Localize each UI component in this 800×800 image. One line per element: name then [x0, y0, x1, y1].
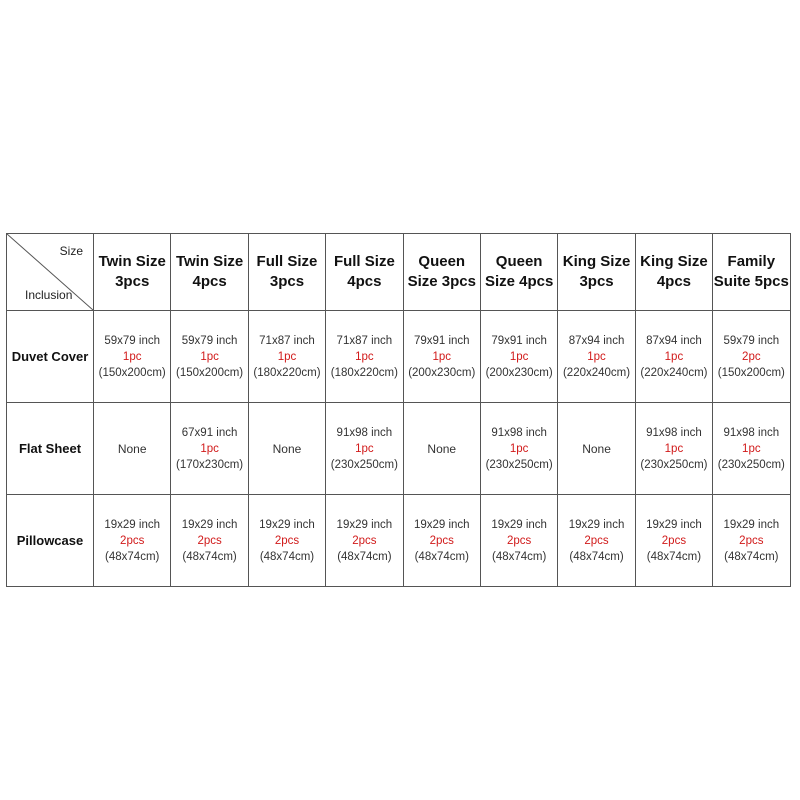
column-header-label — [404, 252, 480, 292]
cell-quantity-value: 1pc — [277, 350, 297, 363]
cell-size-value: 19x29 inch — [723, 518, 780, 531]
table-cell — [480, 495, 557, 587]
column-header-label — [171, 252, 247, 292]
cell-size-value: 59x79 inch — [181, 334, 238, 347]
cell-quantity-value: 2pcs — [197, 534, 222, 547]
cell-metric-value: (48x74cm) — [491, 550, 547, 563]
cell-quantity-value: 2pcs — [739, 534, 764, 547]
table-cell — [635, 495, 712, 587]
cell-metric-value: (48x74cm) — [337, 550, 392, 563]
cell-quantity-value: 2pcs — [507, 534, 532, 547]
cell-metric-value: (150x200cm) — [176, 366, 244, 379]
table-cell — [403, 495, 480, 587]
table-cell — [94, 403, 171, 495]
column-header-line: 4pcs — [192, 273, 227, 290]
cell-size-value: 19x29 inch — [259, 518, 315, 531]
column-header-line: 3pcs — [269, 273, 305, 290]
cell-size-value: 91x98 inch — [723, 426, 780, 439]
cell-metric-value: (48x74cm) — [724, 550, 779, 563]
table-cell — [171, 311, 248, 403]
column-header-line: Size 4pcs — [484, 273, 554, 290]
cell-quantity-value: 1pc — [355, 350, 374, 363]
cell-none-value: None — [117, 441, 147, 456]
cell-quantity-value: 1pc — [664, 442, 684, 455]
cell-quantity-value: 2pcs — [120, 534, 145, 547]
cell-metric-value: (170x230cm) — [176, 458, 244, 471]
table-cell — [403, 311, 480, 403]
column-header — [713, 234, 790, 311]
cell-quantity-value: 1pc — [587, 350, 606, 363]
column-header-line: Full Size — [333, 253, 395, 270]
column-header-label — [481, 252, 557, 292]
column-header-line: 4pcs — [347, 273, 382, 290]
cell-metric-value: (180x220cm) — [330, 366, 398, 379]
table-cell — [713, 495, 790, 587]
corner-size-label: Size — [59, 244, 83, 258]
cell-metric-value: (230x250cm) — [717, 458, 785, 471]
cell-size-value: 59x79 inch — [723, 334, 780, 347]
table-cell — [94, 311, 171, 403]
cell-quantity-value: 1pc — [355, 442, 374, 455]
column-header-label — [558, 252, 634, 292]
cell-quantity-value: 1pc — [122, 350, 142, 363]
cell-size-value: 91x98 inch — [336, 426, 393, 439]
table-cell — [248, 311, 325, 403]
cell-quantity-value: 1pc — [432, 350, 452, 363]
table-cell — [248, 403, 325, 495]
column-header-line: Family — [727, 253, 776, 270]
column-header-line: Queen — [495, 253, 543, 270]
table-cell — [558, 403, 635, 495]
cell-size-value: 71x87 inch — [259, 334, 315, 347]
cell-size-value: 79x91 inch — [413, 334, 470, 347]
row-label: Duvet Cover — [11, 348, 89, 364]
column-header-label — [94, 252, 170, 292]
row-header — [7, 311, 94, 403]
cell-metric-value: (150x200cm) — [717, 366, 785, 379]
cell-metric-value: (180x220cm) — [253, 366, 321, 379]
row-label: Pillowcase — [16, 532, 84, 548]
cell-metric-value: (48x74cm) — [646, 550, 702, 563]
cell-quantity-value: 1pc — [742, 442, 761, 455]
table-row — [7, 403, 791, 495]
cell-quantity-value: 2pcs — [661, 534, 687, 547]
table-cell — [480, 403, 557, 495]
column-header — [558, 234, 635, 311]
cell-size-value: 19x29 inch — [104, 518, 160, 531]
table-cell — [480, 311, 557, 403]
row-header — [7, 403, 94, 495]
cell-size-value: 19x29 inch — [491, 518, 547, 531]
column-header — [248, 234, 325, 311]
column-header — [403, 234, 480, 311]
column-header-label — [326, 252, 402, 292]
table-cell — [635, 403, 712, 495]
cell-metric-value: (48x74cm) — [414, 550, 469, 563]
table-cell — [248, 495, 325, 587]
cell-quantity-value: 2pc — [742, 350, 761, 363]
cell-quantity-value: 1pc — [509, 350, 529, 363]
cell-quantity-value: 2pcs — [352, 534, 377, 547]
cell-metric-value: (200x230cm) — [485, 366, 553, 379]
cell-metric-value: (48x74cm) — [182, 550, 237, 563]
column-header-label — [636, 252, 712, 292]
table-cell — [326, 403, 403, 495]
size-table — [6, 233, 791, 587]
column-header — [635, 234, 712, 311]
table-row — [7, 311, 791, 403]
row-header — [7, 495, 94, 587]
cell-size-value: 91x98 inch — [491, 426, 547, 439]
cell-metric-value: (230x250cm) — [485, 458, 553, 471]
column-header-line: Queen — [418, 253, 466, 270]
cell-metric-value: (230x250cm) — [640, 458, 708, 471]
cell-size-value: 91x98 inch — [646, 426, 702, 439]
table-cell — [713, 403, 790, 495]
cell-metric-value: (230x250cm) — [330, 458, 398, 471]
corner-cell — [7, 234, 94, 311]
row-label: Flat Sheet — [18, 440, 82, 456]
table-cell — [403, 403, 480, 495]
corner-inclusion-label: Inclusion — [25, 288, 73, 302]
cell-metric-value: (220x240cm) — [640, 366, 708, 379]
column-header-label — [713, 252, 789, 292]
table-cell — [326, 311, 403, 403]
column-header — [171, 234, 248, 311]
cell-size-value: 59x79 inch — [104, 334, 160, 347]
column-header-line: Suite 5pcs — [713, 273, 789, 290]
cell-none-value: None — [582, 441, 611, 456]
cell-size-value: 79x91 inch — [491, 334, 547, 347]
cell-quantity-value: 1pc — [664, 350, 684, 363]
cell-quantity-value: 1pc — [200, 442, 219, 455]
cell-quantity-value: 2pcs — [584, 534, 609, 547]
table-cell — [171, 403, 248, 495]
column-header-line: 3pcs — [115, 273, 150, 290]
column-header-line: Size 3pcs — [407, 273, 476, 290]
table-cell — [326, 495, 403, 587]
table-cell — [558, 311, 635, 403]
column-header-line: 3pcs — [579, 273, 614, 290]
cell-metric-value: (220x240cm) — [562, 366, 631, 379]
cell-size-value: 19x29 inch — [336, 518, 393, 531]
cell-size-value: 19x29 inch — [181, 518, 238, 531]
cell-quantity-value: 1pc — [200, 350, 219, 363]
column-header-line: King Size — [562, 253, 631, 270]
column-header — [326, 234, 403, 311]
cell-none-value: None — [272, 441, 302, 456]
cell-size-value: 87x94 inch — [568, 334, 625, 347]
column-header — [94, 234, 171, 311]
cell-quantity-value: 1pc — [509, 442, 529, 455]
column-header-line: King Size — [640, 253, 708, 270]
cell-size-value: 67x91 inch — [181, 426, 238, 439]
column-header — [480, 234, 557, 311]
cell-quantity-value: 2pcs — [429, 534, 454, 547]
table-cell — [635, 311, 712, 403]
cell-size-value: 19x29 inch — [568, 518, 625, 531]
column-header-line: 4pcs — [656, 273, 692, 290]
column-header-label — [249, 252, 325, 292]
cell-size-value: 71x87 inch — [336, 334, 393, 347]
cell-quantity-value: 2pcs — [274, 534, 300, 547]
table-cell — [171, 495, 248, 587]
column-header-line: Full Size — [256, 253, 318, 270]
cell-size-value: 19x29 inch — [413, 518, 470, 531]
table-cell — [94, 495, 171, 587]
cell-size-value: 87x94 inch — [646, 334, 702, 347]
cell-metric-value: (150x200cm) — [98, 366, 166, 379]
cell-metric-value: (48x74cm) — [569, 550, 624, 563]
table-row — [7, 495, 791, 587]
cell-size-value: 19x29 inch — [646, 518, 702, 531]
column-header-line: Twin Size — [175, 253, 244, 270]
cell-metric-value: (200x230cm) — [408, 366, 476, 379]
column-header-line: Twin Size — [98, 253, 166, 270]
cell-metric-value: (48x74cm) — [259, 550, 315, 563]
table-cell — [558, 495, 635, 587]
cell-none-value: None — [427, 441, 457, 456]
cell-metric-value: (48x74cm) — [105, 550, 160, 563]
table-cell — [713, 311, 790, 403]
header-row — [7, 234, 791, 311]
